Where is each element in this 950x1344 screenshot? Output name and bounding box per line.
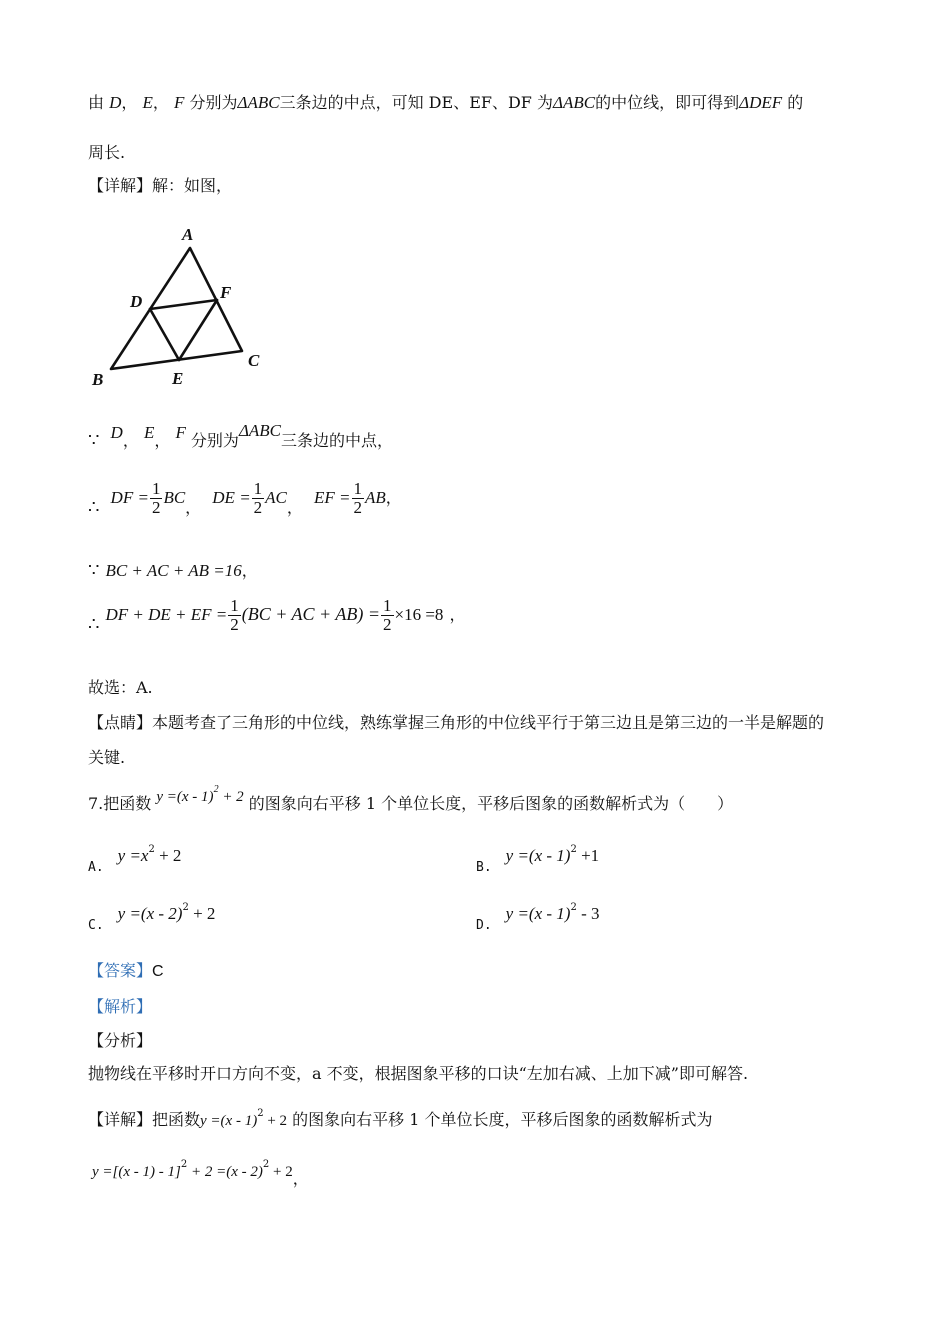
comma: ， [241,561,258,580]
math-de: DE = [212,488,251,507]
numerator: 1 [151,479,161,498]
math-f: F [175,423,186,442]
comma: ， [449,605,466,624]
numerator: 1 [383,596,392,615]
numerator: 1 [353,479,363,498]
math: + 2 [218,789,244,805]
option-b[interactable] [476,844,600,875]
math-f: F [174,93,185,112]
label-c: C [248,351,260,370]
exponent: 2 [148,844,155,855]
denominator: 2 [353,498,363,517]
because-symbol: ∵ [88,430,100,451]
answer-tag: 【答案】 [88,961,153,980]
comma: ， [185,498,202,517]
math: +1 [576,846,600,865]
analysis-tag: 【解析】 [88,997,153,1016]
segment-de [150,309,179,360]
explanation-line-2: 周长. [88,143,126,162]
math-result: ×16 =8 [394,605,444,624]
math-d: D [110,423,123,442]
label-d: D [130,292,143,311]
math: - 3 [576,904,600,923]
exponent: 2 [182,902,189,913]
comma: ， [385,488,402,507]
question-number: 7.把函数 [88,794,152,813]
therefore-line-1 [88,480,402,517]
denominator: 2 [151,498,161,517]
label-f: F [220,283,232,302]
text: 【详解】把函数 [88,1110,201,1129]
comma: ， [286,498,303,517]
comma: ， [154,431,171,450]
math-d: D [109,93,122,112]
math-e: E [143,423,155,442]
label-a: A [182,225,194,244]
question-function [156,784,244,805]
option-d[interactable] [476,902,600,933]
because-symbol: ∵ [88,560,100,581]
label-e: E [172,369,184,388]
exponent: 2 [570,844,577,855]
math: + 2 [188,904,216,923]
exponent: 2 [180,1159,188,1170]
math-df: DF = [110,488,149,507]
option-label: D. [476,918,492,933]
math-triangle-abc: ΔABC [553,93,596,112]
text: 分别为 [190,431,239,450]
fraction-half [252,480,265,517]
math-triangle-def: ΔDEF [739,93,783,112]
fraction-half [381,597,394,634]
exponent: 2 [257,1108,264,1119]
math-triangle-abc: ΔABC [237,93,280,112]
math-ab: AB [365,488,386,507]
fenxi-tag: 【分析】 [88,1031,153,1050]
math-triangle-abc: ΔABC [238,421,282,440]
text: 分别为 [189,93,238,112]
math-paren-sum: (BC + AC + AB) = [241,604,380,624]
math: + 2 =(x - 2) [187,1164,263,1180]
comma: ， [121,93,138,112]
answer-line [88,960,164,983]
option-label: C. [88,918,104,933]
comma: ， [152,93,169,112]
text: 三条边的中点，可知 DE、EF、DF 为 [279,93,553,112]
question-7 [88,784,734,816]
math-e: E [142,93,153,112]
point-line-1: 【点睛】本题考查了三角形的中位线，熟练掌握三角形的中位线平行于第三边且是第三边的一半是解题的 [88,713,825,732]
therefore-symbol: ∴ [88,497,100,518]
math-sum: BC + AC + AB =16 [105,561,242,580]
math-ef: EF = [314,488,351,507]
final-formula [92,1159,309,1188]
text: 的图象向右平移 1 个单位长度，平移后图象的函数解析式为 [292,1110,713,1129]
fraction-half [228,597,241,634]
math: y =(x - 1) [200,1113,258,1129]
math: y =(x - 1) [505,846,571,865]
math-ac: AC [265,488,287,507]
triangle-figure [86,218,276,393]
math: y =(x - 1) [505,904,571,923]
comma: ， [122,431,139,450]
math: + 2 [269,1164,293,1180]
math: + 2 [263,1113,288,1129]
detail-heading: 【详解】解：如图， [88,176,233,195]
segment-df [150,300,217,309]
text: 的 [787,93,804,112]
text: 三条边的中点， [281,431,394,450]
comma: ， [292,1169,309,1188]
text: 的中位线，即可得到 [595,93,740,112]
choose-line: 故选：A. [88,678,153,697]
fenxi-text: 抛物线在平移时开口方向不变，a 不变，根据图象平移的口诀“左加右减、上加下减”即可解答. [88,1064,749,1083]
point-line-2: 关键. [88,748,126,767]
because-line-1 [88,421,394,452]
fraction-half [150,480,163,517]
option-c[interactable] [88,902,216,933]
detail-line-2 [88,1109,713,1132]
exponent: 2 [262,1159,270,1170]
math-bracket: [(x - 1) - 1] [112,1164,181,1180]
denominator: 2 [253,498,263,517]
label-b: B [92,370,104,389]
numerator: 1 [253,479,263,498]
math: y =(x - 2) [117,904,183,923]
math: + 2 [154,846,182,865]
fraction-half [352,480,365,517]
math: y = [92,1164,113,1180]
option-label: A. [88,860,104,875]
exponent: 2 [213,784,219,795]
math: y =(x - 1) [156,789,214,805]
explanation-line-1 [88,92,803,114]
therefore-symbol: ∴ [88,614,100,635]
because-line-2 [88,560,258,582]
math: y =x [117,846,149,865]
segment-ef [179,300,217,360]
math-bc: BC [163,488,186,507]
option-label: B. [476,860,492,875]
denominator: 2 [230,615,239,634]
therefore-line-2 [88,597,465,634]
answer-value: C [152,963,164,980]
math-lhs: DF + DE + EF = [105,605,228,624]
exponent: 2 [570,902,577,913]
text: 由 [88,93,105,112]
denominator: 2 [383,615,392,634]
question-text: 的图象向右平移 1 个单位长度，平移后图象的函数解析式为（ ） [248,794,734,813]
option-a[interactable] [88,844,182,875]
numerator: 1 [230,596,239,615]
